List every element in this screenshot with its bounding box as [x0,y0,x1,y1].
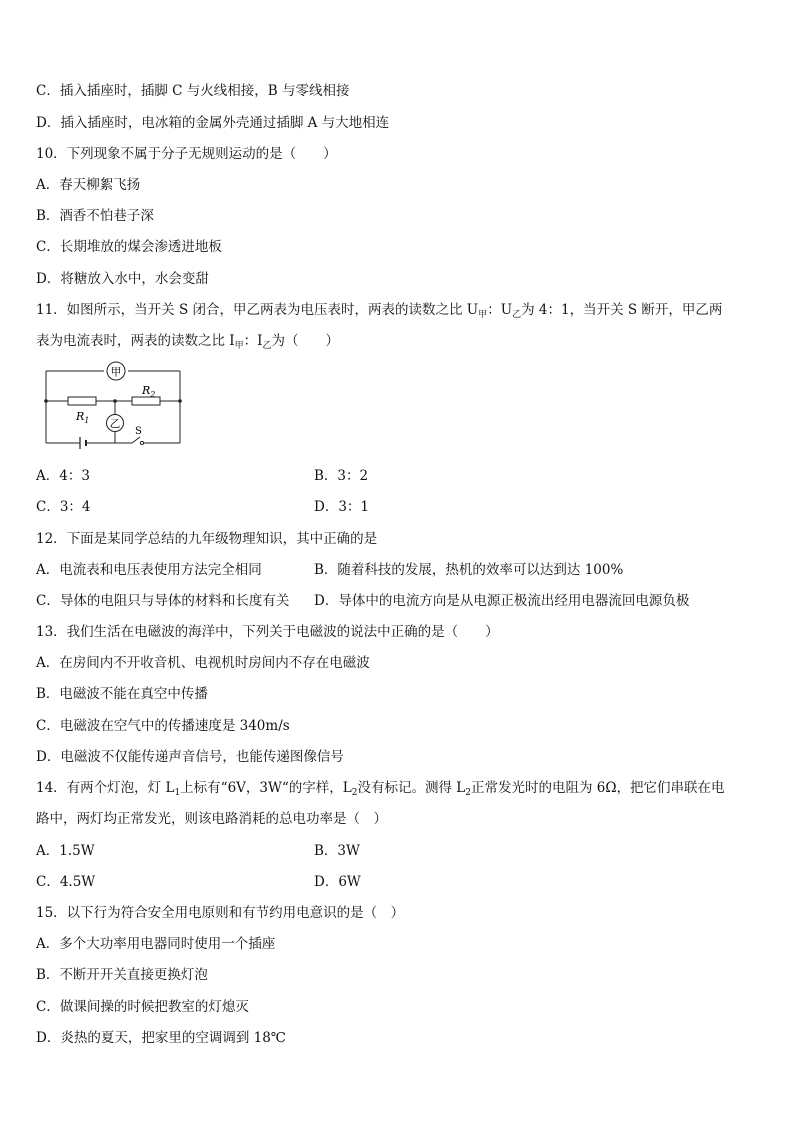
q10-option-a: A．春天柳絮飞扬 [36,177,141,193]
q11-option-a: A．4：3 [36,468,90,484]
q14-stem-line2: 路中，两灯均正常发光，则该电路消耗的总电功率是（ ） [36,811,387,827]
q15-option-a: A．多个大功率用电器同时使用一个插座 [36,936,276,952]
q15-option-b: B．不断开开关直接更换灯泡 [36,967,208,983]
q14-option-a: A．1.5W [36,843,95,859]
q11-stem-line1: 11．如图所示，当开关 S 闭合，甲乙两表为电压表时，两表的读数之比 $U_甲$：$U_乙$为 4：1，当开关 S 断开，甲乙两 [36,302,723,320]
junction-left [44,399,48,403]
junction-middle [113,399,117,403]
q13-option-d: D．电磁波不仅能传递声音信号，也能传递图像信号 [36,749,344,765]
q11-option-b: B．3：2 [314,468,369,484]
junction-right [178,399,182,403]
q12-stem: 12．下面是某同学总结的九年级物理知识，其中正确的是 [36,531,378,547]
q9-option-d: D．插入插座时，电冰箱的金属外壳通过插脚 A 与大地相连 [36,115,390,131]
r2-label: $R_2$ [142,384,156,399]
q11-stem-line2: 表为电流表时，两表的读数之比 $I_甲$：$I_乙$为（ ） [36,333,339,351]
q10-option-b: B．酒香不怕巷子深 [36,208,154,224]
q12-option-d: D．导体中的电流方向是从电源正极流出经用电器流回电源负极 [314,593,690,609]
q11-circuit-diagram [36,357,186,449]
q11-option-d: D．3：1 [314,499,370,515]
q12-option-b: B．随着科技的发展，热机的效率可以达到达 100% [314,562,624,578]
q14-option-d: D．6W [314,874,361,890]
q10-option-d: D．将糖放入水中，水会变甜 [36,271,209,287]
switch-contact [140,441,143,444]
q14-stem-line1: 14．有两个灯泡，灯 $L_1$上标有“6V，3W“的字样，$L_2$没有标记。测得 $L_2$正常发光时的电阻为 6Ω，把它们串联在电 [36,780,725,798]
q9-option-c: C．插入插座时，插脚 C 与火线相接，B 与零线相接 [36,83,350,99]
q13-option-b: B．电磁波不能在真空中传播 [36,686,208,702]
q10-option-c: C．长期堆放的煤会渗透进地板 [36,239,222,255]
switch-label: S [135,426,142,437]
q14-option-c: C．4.5W [36,874,96,890]
meter-jia-label: 甲 [110,365,122,379]
q13-option-a: A．在房间内不开收音机、电视机时房间内不存在电磁波 [36,655,370,671]
r1-label: $R_1$ [76,410,90,425]
q15-option-c: C．做课间操的时候把教室的灯熄灭 [36,999,249,1015]
q11-option-c: C．3：4 [36,499,91,515]
q10-stem: 10．下列现象不属于分子无规则运动的是（ ） [36,146,337,162]
q14-option-b: B．3W [314,843,360,859]
q13-stem: 13．我们生活在电磁波的海洋中，下列关于电磁波的说法中正确的是（ ） [36,624,499,640]
q15-stem: 15．以下行为符合安全用电原则和有节约用电意识的是（ ） [36,905,405,921]
q12-option-a: A．电流表和电压表使用方法完全相同 [36,562,262,578]
meter-yi-label: 乙 [109,418,121,430]
q13-option-c: C．电磁波在空气中的传播速度是 340m/s [36,718,290,734]
resistor-r2 [132,397,160,405]
q15-option-d: D．炎热的夏天，把家里的空调调到 18℃ [36,1030,286,1046]
switch-lever [132,437,140,443]
resistor-r1 [68,397,96,405]
q12-option-c: C．导体的电阻只与导体的材料和长度有关 [36,593,290,609]
